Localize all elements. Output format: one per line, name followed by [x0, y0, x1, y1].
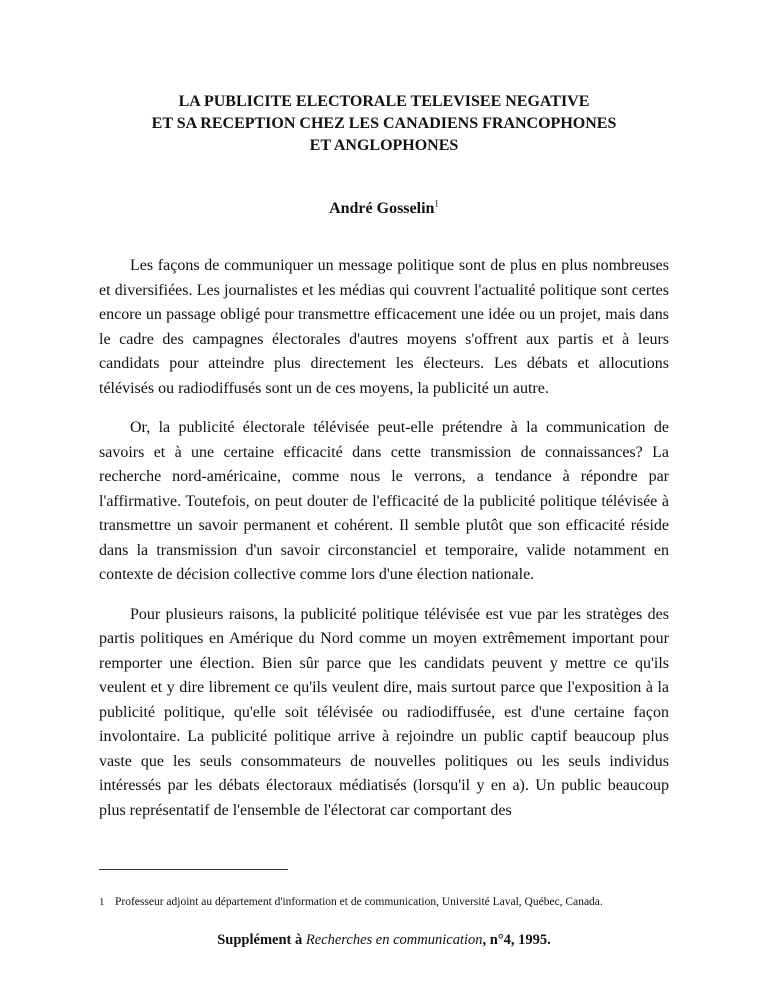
publication-prefix: Supplément à — [217, 932, 306, 948]
footnote-text: Professeur adjoint au département d'information et de communication, Université Laval, Québec, Canada. — [115, 896, 603, 908]
publication-suffix: , n°4, 1995. — [482, 932, 551, 948]
publication-note — [100, 930, 668, 950]
title-line-2: ET SA RECEPTION CHEZ LES CANADIENS FRANCOPHONES — [151, 115, 617, 132]
title-line-1: LA PUBLICITE ELECTORALE TELEVISEE NEGATIVE — [178, 93, 590, 110]
author-footnote-mark: 1 — [434, 198, 439, 209]
body-text — [99, 254, 669, 838]
title-line-3: ET ANGLOPHONES — [309, 137, 459, 154]
paragraph: Les façons de communiquer un message politique sont de plus en plus nombreuses et diversifiées. Les journalistes et les médias qui couvrent l'actualité politique sont certes encore un passage obligé pour transmettre efficacement une idée ou un projet, mais dans le cadre des campagnes électorales d'autres moyens s'offrent aux partis et à leurs candidats pour atteindre plus directement les électeurs. Les débats et allocutions télévisés ou radiodiffusés sont un de ces moyens, la publicité un autre. — [99, 257, 669, 397]
footnote-divider — [99, 869, 288, 870]
paragraph: Or, la publicité électorale télévisée peut-elle prétendre à la communication de savoirs et à une certaine efficacité dans cette transmission de connaissances? La recherche nord-américaine, comme nous le verrons, a tendance à répondre par l'affirmative. Toutefois, on peut douter de l'efficacité de la publicité politique télévisée à transmettre un savoir permanent et cohérent. Il semble plutôt que son efficacité réside dans la transmission d'un savoir circonstanciel et temporaire, valide notamment en contexte de décision collective comme lors d'une élection nationale. — [99, 419, 669, 583]
document-title — [100, 91, 668, 157]
journal-name: Recherches en communication — [305, 932, 483, 948]
author-line — [100, 198, 668, 220]
footnote-mark: 1 — [99, 896, 105, 908]
author-name: André Gosselin — [329, 200, 435, 217]
paragraph: Pour plusieurs raisons, la publicité politique télévisée est vue par les stratèges des partis politiques en Amérique du Nord comme un moyen extrêmement important pour remporter une élection. Bien sûr parce que les candidats peuvent y mettre ce qu'ils veulent et y dire librement ce qu'ils veulent dire, mais surtout parce que l'exposition à la publicité politique, qu'elle soit télévisée ou radiodiffusée, est d'une certaine façon involontaire. La publicité politique arrive à rejoindre un public captif beaucoup plus vaste que les seuls consommateurs de nouvelles politiques ou les seuls individus intéressés par les débats électoraux médiatisés (lorsqu'il y en a). Un public beaucoup plus représentatif de l'ensemble de l'électorat car comportant des — [99, 605, 669, 819]
footnote — [99, 895, 679, 910]
